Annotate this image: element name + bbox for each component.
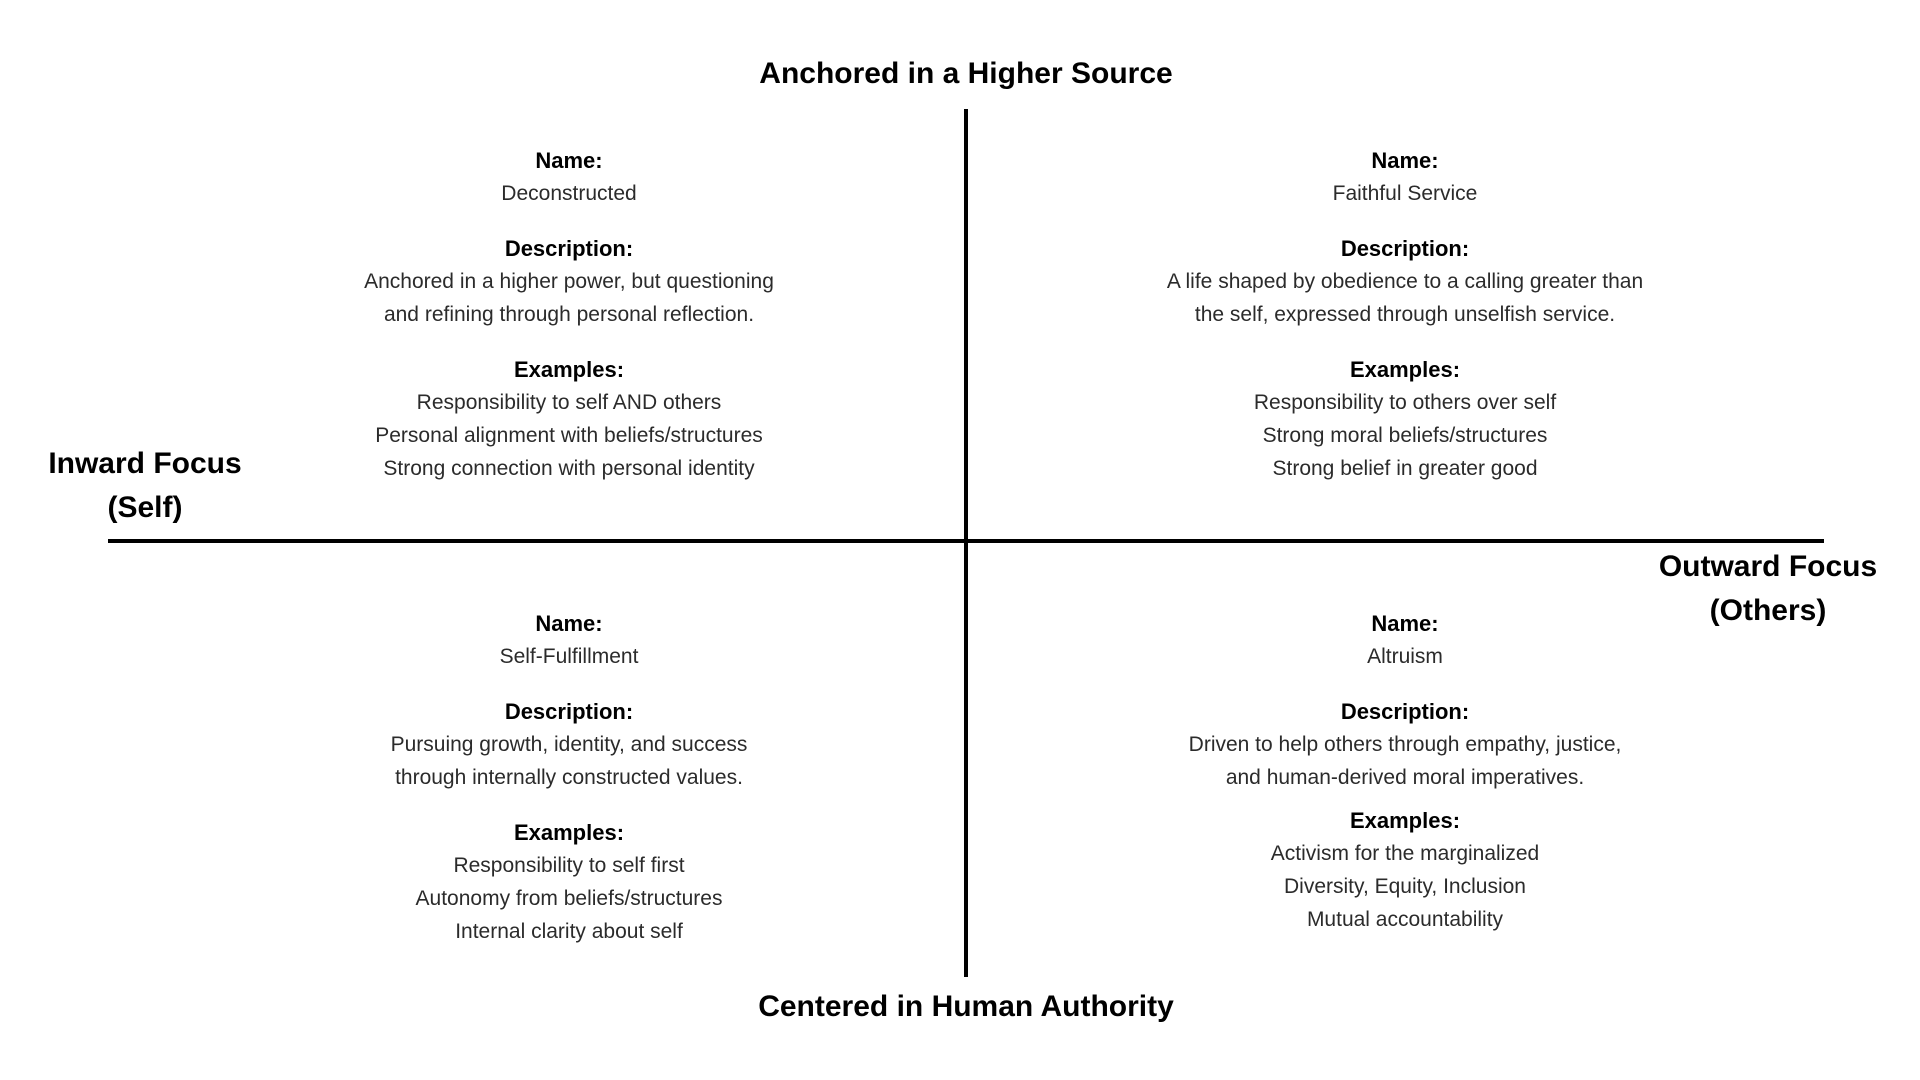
vertical-axis	[964, 109, 968, 977]
quadrant-self-fulfillment	[309, 607, 829, 948]
examples-heading: Examples:	[1349, 808, 1461, 833]
quadrant-name: Faithful Service	[1332, 182, 1478, 205]
example-item: Internal clarity about self	[455, 920, 683, 943]
example-item: Strong belief in greater good	[1272, 457, 1538, 480]
examples-heading: Examples:	[513, 357, 625, 382]
axis-label-right	[1650, 545, 1886, 633]
axis-label-left	[40, 442, 250, 530]
description-heading: Description:	[1340, 699, 1470, 724]
description-line: Pursuing growth, identity, and success	[390, 733, 748, 756]
example-item: Responsibility to self AND others	[416, 391, 722, 414]
description-line: through internally constructed values.	[395, 766, 743, 789]
quadrant-faithful-service	[1145, 144, 1665, 485]
axis-label-left-line: (Self)	[107, 491, 183, 524]
examples-heading: Examples:	[1349, 357, 1461, 382]
example-item: Mutual accountability	[1306, 908, 1504, 931]
description-heading: Description:	[504, 699, 634, 724]
quadrant-name: Deconstructed	[501, 182, 637, 205]
description-line: Driven to help others through empathy, justice,	[1188, 733, 1622, 756]
name-heading: Name:	[1371, 148, 1439, 173]
example-item: Strong moral beliefs/structures	[1262, 424, 1548, 447]
description-heading: Description:	[504, 236, 634, 261]
description-line: Anchored in a higher power, but questioning	[364, 270, 774, 293]
quadrant-name: Altruism	[1367, 645, 1443, 668]
example-item: Responsibility to others over self	[1253, 391, 1557, 414]
name-heading: Name:	[535, 611, 603, 636]
examples-heading: Examples:	[513, 820, 625, 845]
example-item: Personal alignment with beliefs/structures	[375, 424, 763, 447]
axis-label-right-line: Outward Focus	[1658, 550, 1878, 583]
axis-label-bottom: Centered in Human Authority	[758, 990, 1174, 1023]
description-line: and human-derived moral imperatives.	[1225, 766, 1585, 789]
quadrant-name: Self-Fulfillment	[499, 645, 639, 668]
axis-label-top: Anchored in a Higher Source	[759, 57, 1173, 90]
description-line: the self, expressed through unselfish service.	[1194, 303, 1616, 326]
example-item: Diversity, Equity, Inclusion	[1284, 875, 1526, 898]
name-heading: Name:	[535, 148, 603, 173]
description-heading: Description:	[1340, 236, 1470, 261]
example-item: Activism for the marginalized	[1270, 842, 1540, 865]
name-heading: Name:	[1371, 611, 1439, 636]
example-item: Autonomy from beliefs/structures	[415, 887, 723, 910]
example-item: Strong connection with personal identity	[383, 457, 755, 480]
quadrant-deconstructed	[309, 144, 829, 485]
axis-label-left-line: Inward Focus	[48, 447, 242, 480]
example-item: Responsibility to self first	[453, 854, 685, 877]
axis-label-right-line: (Others)	[1709, 594, 1827, 627]
description-line: A life shaped by obedience to a calling greater than	[1166, 270, 1644, 293]
quadrant-altruism	[1145, 607, 1665, 936]
horizontal-axis	[108, 539, 1824, 543]
description-line: and refining through personal reflection.	[383, 303, 755, 326]
